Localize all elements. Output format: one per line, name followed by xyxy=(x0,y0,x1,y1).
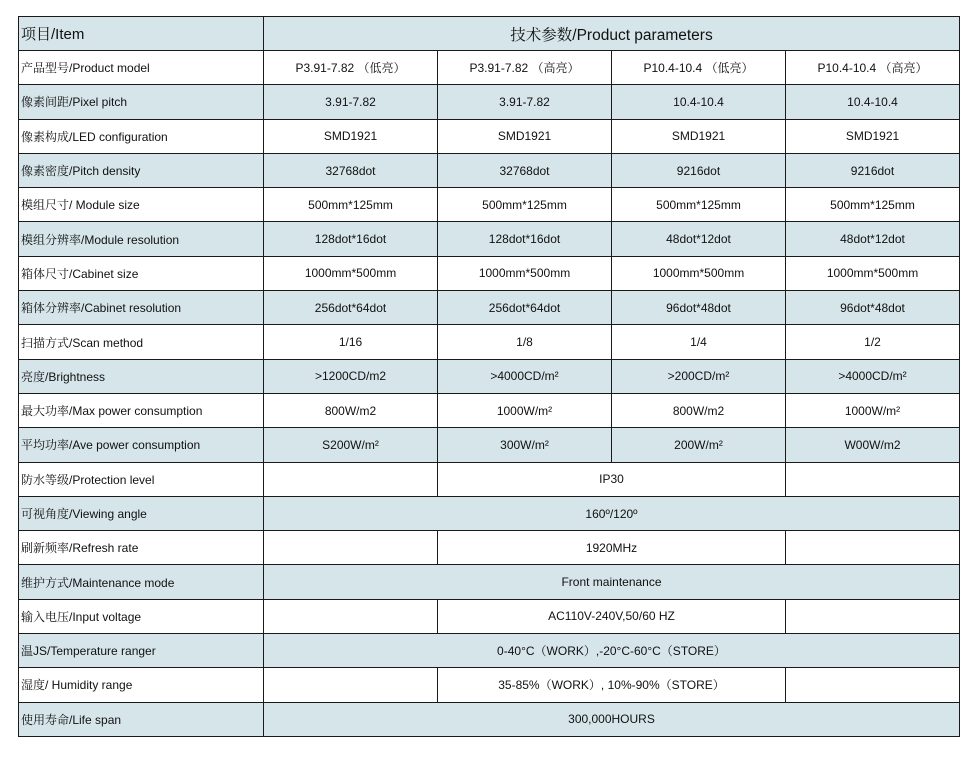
merged-cell: AC110V-240V,50/60 HZ xyxy=(438,599,786,633)
table-row xyxy=(19,531,960,565)
row-label: 防水等级/Protection level xyxy=(19,462,264,496)
table-row xyxy=(19,496,960,530)
cell: 10.4-10.4 xyxy=(786,85,960,119)
cell: 9216dot xyxy=(786,153,960,187)
cell: 96dot*48dot xyxy=(786,291,960,325)
cell: 48dot*12dot xyxy=(786,222,960,256)
cell: 9216dot xyxy=(612,153,786,187)
row-label: 温JS/Temperature ranger xyxy=(19,634,264,668)
table-row xyxy=(19,256,960,290)
empty-cell xyxy=(786,462,960,496)
cell: 1/2 xyxy=(786,325,960,359)
row-label: 像素密度/Pitch density xyxy=(19,153,264,187)
empty-cell xyxy=(264,668,438,702)
table-row xyxy=(19,119,960,153)
row-label: 扫描方式/Scan method xyxy=(19,325,264,359)
merged-cell: Front maintenance xyxy=(264,565,960,599)
table-row xyxy=(19,188,960,222)
row-label: 模组分辨率/Module resolution xyxy=(19,222,264,256)
cell: SMD1921 xyxy=(786,119,960,153)
row-label: 产品型号/Product model xyxy=(19,51,264,85)
cell: 1000W/m² xyxy=(786,393,960,427)
cell: 500mm*125mm xyxy=(786,188,960,222)
cell: 128dot*16dot xyxy=(438,222,612,256)
cell: 1000W/m² xyxy=(438,393,612,427)
cell: 1/8 xyxy=(438,325,612,359)
row-label: 最大功率/Max power consumption xyxy=(19,393,264,427)
empty-cell xyxy=(786,599,960,633)
row-label: 湿度/ Humidity range xyxy=(19,668,264,702)
cell: 10.4-10.4 xyxy=(612,85,786,119)
row-label: 箱体尺寸/Cabinet size xyxy=(19,256,264,290)
cell: 800W/m2 xyxy=(264,393,438,427)
table-row xyxy=(19,51,960,85)
row-label: 像素间距/Pixel pitch xyxy=(19,85,264,119)
merged-cell: 35-85%（WORK）, 10%-90%（STORE） xyxy=(438,668,786,702)
cell: >1200CD/m2 xyxy=(264,359,438,393)
cell: 500mm*125mm xyxy=(612,188,786,222)
cell: 96dot*48dot xyxy=(612,291,786,325)
cell: >4000CD/m² xyxy=(438,359,612,393)
table-row xyxy=(19,222,960,256)
row-label: 模组尺寸/ Module size xyxy=(19,188,264,222)
cell: 1000mm*500mm xyxy=(612,256,786,290)
cell: SMD1921 xyxy=(264,119,438,153)
row-label: 使用寿命/Life span xyxy=(19,702,264,736)
cell: 32768dot xyxy=(438,153,612,187)
header-params: 技术参数/Product parameters xyxy=(264,17,960,51)
merged-cell: IP30 xyxy=(438,462,786,496)
row-label: 箱体分辨率/Cabinet resolution xyxy=(19,291,264,325)
cell: 48dot*12dot xyxy=(612,222,786,256)
table-row xyxy=(19,462,960,496)
cell: P3.91-7.82 （低亮） xyxy=(264,51,438,85)
cell: 800W/m2 xyxy=(612,393,786,427)
row-label: 亮度/Brightness xyxy=(19,359,264,393)
merged-cell: 300,000HOURS xyxy=(264,702,960,736)
row-label: 像素构成/LED configuration xyxy=(19,119,264,153)
empty-cell xyxy=(264,599,438,633)
table-header-row xyxy=(19,17,960,51)
merged-cell: 0-40°C（WORK）,-20°C-60°C（STORE） xyxy=(264,634,960,668)
cell: SMD1921 xyxy=(438,119,612,153)
cell: >200CD/m² xyxy=(612,359,786,393)
cell: P3.91-7.82 （高亮） xyxy=(438,51,612,85)
cell: 128dot*16dot xyxy=(264,222,438,256)
cell: 1000mm*500mm xyxy=(438,256,612,290)
header-item: 项目/Item xyxy=(19,17,264,51)
table-row xyxy=(19,325,960,359)
table-row xyxy=(19,634,960,668)
table-row xyxy=(19,599,960,633)
cell: 1/4 xyxy=(612,325,786,359)
cell: 32768dot xyxy=(264,153,438,187)
empty-cell xyxy=(786,531,960,565)
table-row xyxy=(19,702,960,736)
cell: 500mm*125mm xyxy=(438,188,612,222)
cell: 1000mm*500mm xyxy=(264,256,438,290)
cell: 256dot*64dot xyxy=(438,291,612,325)
cell: SMD1921 xyxy=(612,119,786,153)
cell: P10.4-10.4 （高亮） xyxy=(786,51,960,85)
empty-cell xyxy=(264,531,438,565)
cell: 1/16 xyxy=(264,325,438,359)
table-row xyxy=(19,291,960,325)
cell: >4000CD/m² xyxy=(786,359,960,393)
merged-cell: 160º/120º xyxy=(264,496,960,530)
cell: W00W/m2 xyxy=(786,428,960,462)
table-row xyxy=(19,153,960,187)
table-row xyxy=(19,359,960,393)
empty-cell xyxy=(264,462,438,496)
row-label: 可视角度/Viewing angle xyxy=(19,496,264,530)
row-label: 刷新频率/Refresh rate xyxy=(19,531,264,565)
merged-cell: 1920MHz xyxy=(438,531,786,565)
table-row xyxy=(19,428,960,462)
table-row xyxy=(19,393,960,427)
cell: 1000mm*500mm xyxy=(786,256,960,290)
cell: 200W/m² xyxy=(612,428,786,462)
table-row xyxy=(19,565,960,599)
cell: 3.91-7.82 xyxy=(438,85,612,119)
table-row xyxy=(19,85,960,119)
product-parameters-table xyxy=(18,16,960,737)
cell: P10.4-10.4 （低亮） xyxy=(612,51,786,85)
spec-table-container xyxy=(18,16,960,737)
cell: 3.91-7.82 xyxy=(264,85,438,119)
cell: 300W/m² xyxy=(438,428,612,462)
cell: S200W/m² xyxy=(264,428,438,462)
table-row xyxy=(19,668,960,702)
row-label: 平均功率/Ave power consumption xyxy=(19,428,264,462)
cell: 256dot*64dot xyxy=(264,291,438,325)
empty-cell xyxy=(786,668,960,702)
cell: 500mm*125mm xyxy=(264,188,438,222)
row-label: 维护方式/Maintenance mode xyxy=(19,565,264,599)
row-label: 输入电压/Input voltage xyxy=(19,599,264,633)
